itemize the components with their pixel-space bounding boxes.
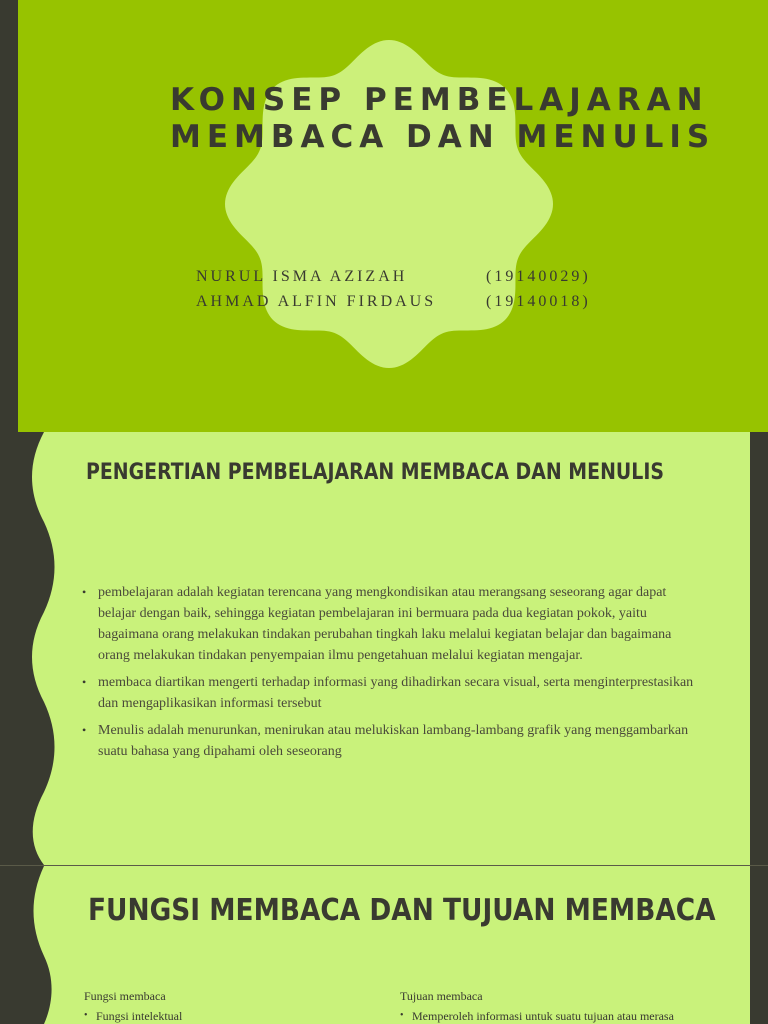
bullet-icon: •	[82, 723, 87, 737]
author-nim: (19140018)	[486, 292, 591, 310]
wavy-edge-shape	[0, 866, 60, 1024]
slide-heading: FUNGSI MEMBACA DAN TUJUAN MEMBACA	[88, 893, 716, 928]
bullet-icon: •	[82, 675, 87, 689]
column-label: Tujuan membaca	[400, 989, 483, 1003]
title-line-2: MEMBACA DAN MENULIS	[170, 119, 716, 155]
list-item	[84, 1006, 374, 1024]
bullet-icon: •	[82, 585, 87, 599]
list-item	[82, 720, 702, 762]
author-name: AHMAD ALFIN FIRDAUS	[196, 292, 437, 310]
function-slide	[0, 866, 750, 1024]
list-item	[82, 672, 702, 714]
list-item-text: Memperoleh informasi untuk suatu tujuan atau merasa	[412, 1009, 674, 1023]
list-item	[82, 582, 702, 666]
author-row	[196, 289, 716, 314]
bullet-icon: •	[84, 1010, 88, 1021]
list-item-text: membaca diartikan mengerti terhadap informasi yang dihadirkan secara visual, serta menginterprestasikan dan mengaplikasikan informasi tersebut	[98, 675, 694, 711]
fungsi-column	[84, 986, 374, 1024]
list-item	[400, 1006, 730, 1024]
author-name: NURUL ISMA AZIZAH	[196, 267, 408, 285]
bullet-icon: •	[400, 1010, 404, 1021]
author-row	[196, 264, 716, 289]
wavy-edge-shape	[0, 432, 60, 865]
title-slide	[18, 0, 768, 432]
column-label: Fungsi membaca	[84, 989, 166, 1003]
author-list	[196, 264, 716, 314]
slide-heading: PENGERTIAN PEMBELAJARAN MEMBACA DAN MENULIS	[86, 460, 664, 485]
title-line-1: KONSEP PEMBELAJARAN	[170, 82, 709, 118]
list-item-text: Menulis adalah menurunkan, menirukan atau melukiskan lambang-lambang grafik yang menggambarkan suatu bahasa yang dipahami oleh seseorang	[98, 723, 689, 759]
list-item-text: Fungsi intelektual	[96, 1009, 183, 1023]
definition-list	[82, 582, 702, 768]
definition-slide	[0, 432, 750, 865]
author-nim: (19140029)	[486, 267, 591, 285]
tujuan-column	[400, 986, 730, 1024]
presentation-title	[170, 82, 730, 156]
list-item-text: pembelajaran adalah kegiatan terencana yang mengkondisikan atau merangsang seseorang agar dapat belajar dengan baik, sehingga kegiatan pembelajaran ini bermuara pada dua kegiatan pokok, yaitu bagaimana orang melakukan tindakan perubahan tingkah laku melalui kegiatan belajar dan bagaimana orang melakukan tindakan penyempaian ilmu pengetahuan melalui kegiatan mengajar.	[98, 585, 672, 663]
